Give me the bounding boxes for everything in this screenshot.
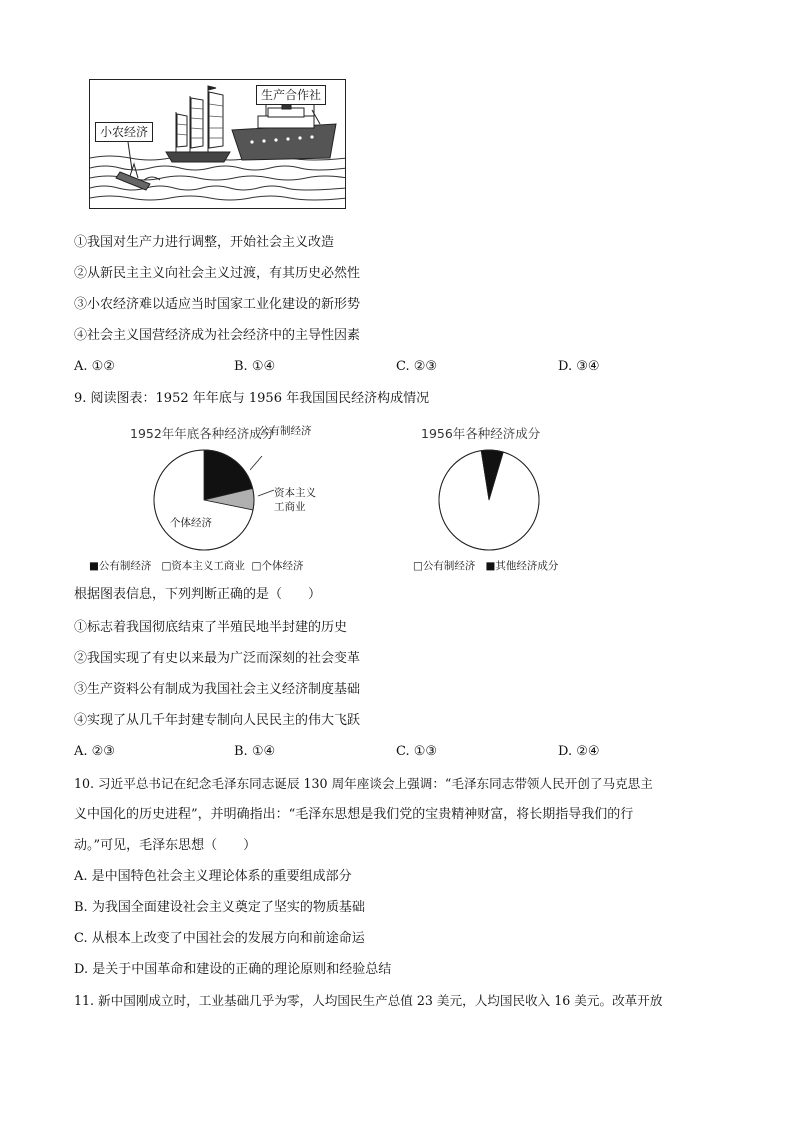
q8-statement-1: ①我国对生产力进行调整，开始社会主义改造: [74, 235, 335, 250]
chart1-legend-public: ■公有制经济: [89, 560, 152, 572]
q10-choice-c[interactable]: C. 从根本上改变了中国社会的发展方向和前途命运: [74, 931, 365, 946]
q8-option-b[interactable]: B. ①④: [234, 359, 276, 374]
q10-choice-a[interactable]: A. 是中国特色社会主义理论体系的重要组成部分: [74, 869, 352, 884]
q10-choice-d[interactable]: D. 是关于中国革命和建设的正确的理论原则和经验总结: [74, 962, 392, 977]
cartoon-illustration: [89, 79, 346, 209]
chart1-legend: [89, 558, 303, 573]
label-production-cooperative: 生产合作社: [256, 85, 326, 105]
chart1-legend-capitalist: □资本主义工商业: [161, 560, 245, 572]
q10-choice-b[interactable]: B. 为我国全面建设社会主义奠定了坚实的物质基础: [74, 900, 365, 915]
q9-statement-4: ④实现了从几千年封建专制向人民民主的伟大飞跃: [74, 713, 361, 728]
q11-stem: 11. 新中国刚成立时，工业基础几乎为零，人均国民生产总值 23 美元，人均国民收入 16 美元。改革开放: [74, 993, 663, 1008]
q10-stem-line-3: 动。”可见，毛泽东思想（ ）: [74, 838, 257, 853]
q10-stem-line-1: 10. 习近平总书记在纪念毛泽东同志诞辰 130 周年座谈会上强调：“毛泽东同志带领人民开创了马克思主: [74, 776, 653, 791]
q10-stem-line-2: 义中国化的历史进程”，并明确指出：“毛泽东思想是我们党的宝贵精神财富，将长期指导我们的行: [74, 807, 634, 822]
q9-question: 根据图表信息，下列判断正确的是（ ）: [74, 587, 322, 602]
q9-option-b[interactable]: B. ①④: [234, 744, 276, 759]
chart1-pie: [152, 448, 260, 552]
chart2-title: 1956年各种经济成分: [421, 426, 541, 441]
chart2-legend-public: □公有制经济: [413, 560, 476, 572]
q9-option-c[interactable]: C. ①③: [396, 744, 438, 759]
chart1-label-public: 公有制经济: [259, 425, 312, 437]
q8-option-d[interactable]: D. ③④: [558, 359, 600, 374]
q9-statement-3: ③生产资料公有制成为我国社会主义经济制度基础: [74, 682, 361, 697]
q8-statement-2: ②从新民主主义向社会主义过渡，有其历史必然性: [74, 266, 361, 281]
q8-statement-3: ③小农经济难以适应当时国家工业化建设的新形势: [74, 297, 361, 312]
chart2-legend: [413, 558, 558, 573]
chart1-title: 1952年年底各种经济成分: [130, 426, 275, 441]
q9-statement-2: ②我国实现了有史以来最为广泛而深刻的社会变革: [74, 651, 361, 666]
q9-stem: 9. 阅读图表：1952 年年底与 1956 年我国国民经济构成情况: [74, 391, 430, 406]
q8-statement-4: ④社会主义国营经济成为社会经济中的主导性因素: [74, 328, 361, 343]
chart2-legend-other: ■其他经济成分: [485, 560, 559, 572]
chart1-leader-lines: [250, 456, 280, 500]
chart1-legend-individual: □个体经济: [251, 560, 304, 572]
label-small-farm-economy: 小农经济: [95, 122, 153, 142]
q9-option-a[interactable]: A. ②③: [74, 744, 115, 759]
q8-option-a[interactable]: A. ①②: [74, 359, 115, 374]
chart2-pie: [438, 448, 542, 552]
chart1-label-capitalist: 资本主义 工商业: [274, 487, 316, 513]
chart1-label-individual: 个体经济: [170, 517, 212, 529]
q8-option-c[interactable]: C. ②③: [396, 359, 438, 374]
q9-statement-1: ①标志着我国彻底结束了半殖民地半封建的历史: [74, 620, 348, 635]
q9-option-d[interactable]: D. ②④: [558, 744, 600, 759]
